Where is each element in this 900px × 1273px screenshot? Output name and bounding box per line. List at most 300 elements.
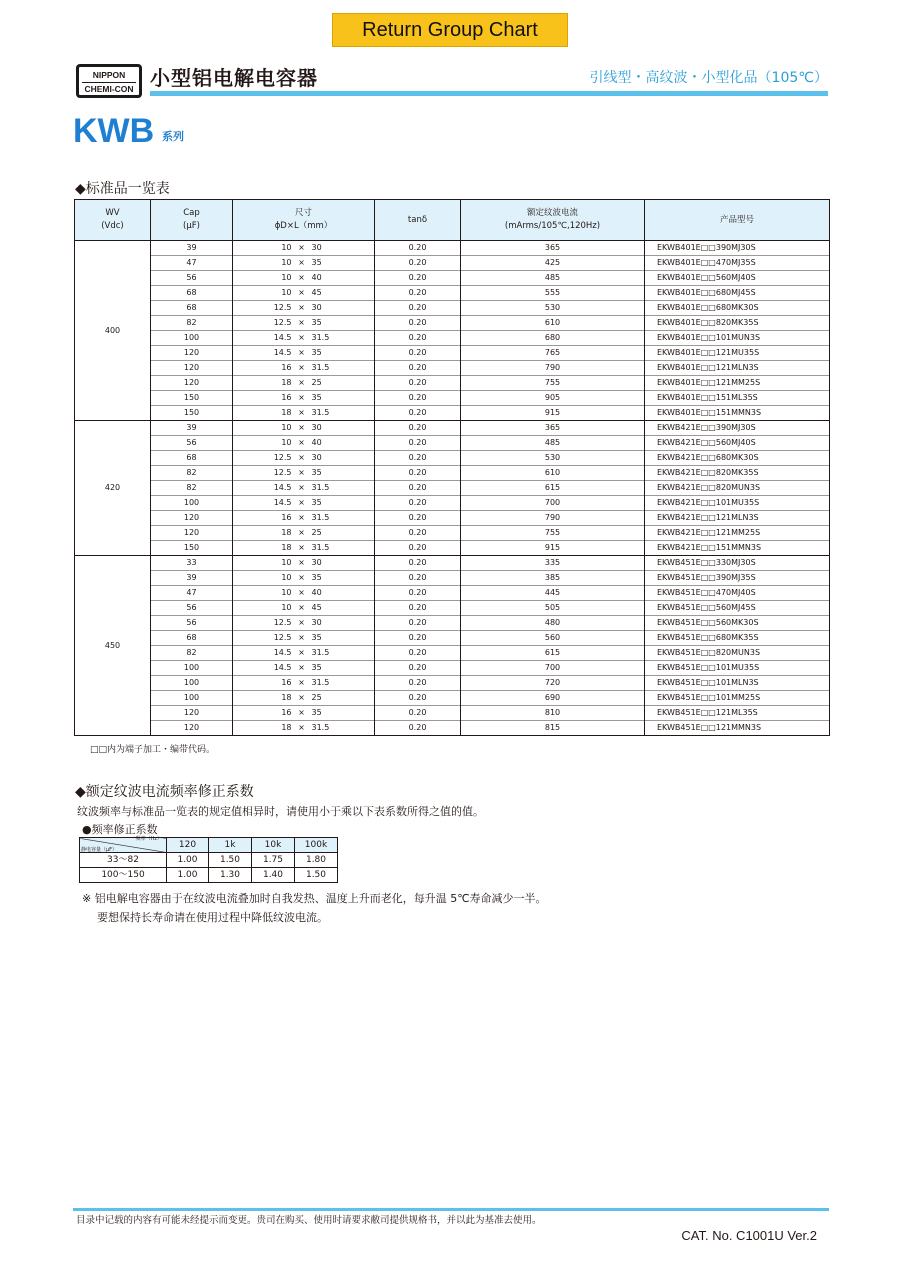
diameter-value: 12.5 [273,318,292,327]
table-row [75,706,830,721]
length-value: 35 [311,633,322,642]
freq-coefficient: 1.00 [167,868,209,883]
footer-disclaimer: 目录中记载的内容有可能未经提示而变更。贵司在购买、使用时请要求敝司提供规格书，并以此为基准去使用。 [76,1215,542,1226]
cap-cell: 39 [151,241,233,256]
times-sign: × [298,693,305,702]
times-sign: × [298,453,305,462]
tan-delta-cell: 0.20 [375,511,461,526]
freq-cap-range: 100～150 [80,868,167,883]
times-sign: × [298,318,305,327]
table-body [75,241,830,736]
times-sign: × [298,633,305,642]
part-number-cell: EKWB451E□□101MLN3S [645,676,830,691]
table-row [75,376,830,391]
freq-coefficient: 1.30 [209,868,252,883]
cap-cell: 100 [151,331,233,346]
ripple-current-cell: 790 [461,361,645,376]
length-value: 25 [311,378,322,387]
size-cell [233,406,375,421]
cap-cell: 150 [151,406,233,421]
cap-cell: 68 [151,286,233,301]
tan-delta-cell: 0.20 [375,481,461,496]
standard-list-heading: ◆标准品一览表 [75,181,170,197]
logo-line-1: NIPPON [82,69,136,83]
length-value: 35 [311,573,322,582]
ripple-current-cell: 720 [461,676,645,691]
length-value: 45 [311,288,322,297]
length-value: 31.5 [311,723,330,732]
ripple-current-cell: 335 [461,556,645,571]
ripple-current-cell: 615 [461,646,645,661]
part-number-cell: EKWB421E□□820MUN3S [645,481,830,496]
tan-delta-cell: 0.20 [375,451,461,466]
length-value: 35 [311,318,322,327]
freq-header: 10k [252,838,295,853]
part-number-cell: EKWB421E□□121MLN3S [645,511,830,526]
part-number-cell: EKWB421E□□151MMN3S [645,541,830,556]
times-sign: × [298,333,305,342]
cap-cell: 39 [151,571,233,586]
times-sign: × [298,243,305,252]
length-value: 35 [311,348,322,357]
part-number-cell: EKWB401E□□820MK35S [645,316,830,331]
ripple-current-cell: 530 [461,451,645,466]
ripple-current-cell: 690 [461,691,645,706]
cap-cell: 68 [151,301,233,316]
freq-coefficient: 1.40 [252,868,295,883]
diameter-value: 12.5 [273,303,292,312]
diameter-value: 18 [281,408,292,417]
cap-cell: 82 [151,466,233,481]
size-cell [233,331,375,346]
table-row [75,496,830,511]
part-number-cell: EKWB401E□□470MJ35S [645,256,830,271]
part-number-cell: EKWB451E□□330MJ30S [645,556,830,571]
table-header-row [75,200,830,241]
wv-cell: 400 [75,241,151,421]
table-row [75,601,830,616]
part-number-cell: EKWB421E□□121MM25S [645,526,830,541]
header-size: 尺寸 ϕD×L（mm） [233,200,375,241]
table-row [75,346,830,361]
diameter-value: 14.5 [273,333,292,342]
part-number-cell: EKWB401E□□151MMN3S [645,406,830,421]
ripple-current-cell: 755 [461,376,645,391]
diameter-value: 16 [281,678,292,687]
part-number-cell: EKWB451E□□121MMN3S [645,721,830,736]
header-part-number: 产品型号 [645,200,830,241]
diameter-value: 10 [281,438,292,447]
part-number-cell: EKWB421E□□560MJ40S [645,436,830,451]
table-row [75,436,830,451]
size-cell [233,466,375,481]
length-value: 35 [311,468,322,477]
length-value: 40 [311,588,322,597]
times-sign: × [298,393,305,402]
tan-delta-cell: 0.20 [375,721,461,736]
times-sign: × [298,438,305,447]
table-row [75,286,830,301]
tan-delta-cell: 0.20 [375,331,461,346]
cap-cell: 82 [151,481,233,496]
diameter-value: 10 [281,573,292,582]
page-subtitle: 引线型・高纹波・小型化品（105℃） [589,70,828,86]
ripple-current-cell: 445 [461,586,645,601]
size-cell [233,541,375,556]
logo-line-2: CHEMI-CON [84,84,134,94]
size-cell [233,556,375,571]
tan-delta-cell: 0.20 [375,691,461,706]
table-row [75,586,830,601]
tan-delta-cell: 0.20 [375,271,461,286]
wv-cell: 420 [75,421,151,556]
length-value: 31.5 [311,543,330,552]
table-row [75,631,830,646]
tan-delta-cell: 0.20 [375,376,461,391]
length-value: 31.5 [311,483,330,492]
cap-cell: 56 [151,601,233,616]
length-value: 30 [311,243,322,252]
cap-cell: 56 [151,436,233,451]
table-row [75,331,830,346]
table-row [75,616,830,631]
size-cell [233,631,375,646]
table-row [75,556,830,571]
length-value: 30 [311,618,322,627]
tan-delta-cell: 0.20 [375,406,461,421]
cap-cell: 120 [151,346,233,361]
size-cell [233,271,375,286]
size-cell [233,721,375,736]
length-value: 30 [311,558,322,567]
freq-header: 1k [209,838,252,853]
length-value: 25 [311,528,322,537]
tan-delta-cell: 0.20 [375,631,461,646]
table-row [75,541,830,556]
corner-capacitance-label: 静电容量（μF） [81,847,118,853]
times-sign: × [298,258,305,267]
ripple-current-cell: 615 [461,481,645,496]
tan-delta-cell: 0.20 [375,586,461,601]
tan-delta-cell: 0.20 [375,301,461,316]
diameter-value: 12.5 [273,453,292,462]
tan-delta-cell: 0.20 [375,346,461,361]
length-value: 30 [311,303,322,312]
tan-delta-cell: 0.20 [375,421,461,436]
part-number-cell: EKWB421E□□820MK35S [645,466,830,481]
freq-row [80,853,338,868]
size-cell [233,256,375,271]
tan-delta-cell: 0.20 [375,361,461,376]
table-row [75,691,830,706]
length-value: 45 [311,603,322,612]
cap-cell: 56 [151,616,233,631]
diameter-value: 18 [281,693,292,702]
ripple-current-cell: 810 [461,706,645,721]
times-sign: × [298,588,305,597]
part-number-cell: EKWB401E□□121MM25S [645,376,830,391]
size-cell [233,706,375,721]
diameter-value: 10 [281,603,292,612]
ripple-current-cell: 915 [461,406,645,421]
tan-delta-cell: 0.20 [375,676,461,691]
part-number-cell: EKWB421E□□101MU35S [645,496,830,511]
tan-delta-cell: 0.20 [375,391,461,406]
length-value: 35 [311,663,322,672]
length-value: 31.5 [311,333,330,342]
ripple-current-cell: 700 [461,496,645,511]
times-sign: × [298,708,305,717]
tan-delta-cell: 0.20 [375,286,461,301]
table-row [75,571,830,586]
ripple-current-cell: 680 [461,331,645,346]
header-divider [150,91,828,96]
cap-cell: 120 [151,721,233,736]
freq-row [80,868,338,883]
ripple-current-cell: 505 [461,601,645,616]
table-row [75,646,830,661]
table-row [75,466,830,481]
ripple-current-cell: 755 [461,526,645,541]
cap-cell: 47 [151,586,233,601]
freq-table-corner [80,838,167,853]
size-cell [233,361,375,376]
tan-delta-cell: 0.20 [375,526,461,541]
times-sign: × [298,603,305,612]
size-cell [233,316,375,331]
size-cell [233,511,375,526]
size-cell [233,301,375,316]
times-sign: × [298,408,305,417]
length-value: 30 [311,453,322,462]
table-row [75,361,830,376]
tan-delta-cell: 0.20 [375,556,461,571]
size-cell [233,391,375,406]
ripple-current-cell: 790 [461,511,645,526]
ripple-current-cell: 480 [461,616,645,631]
times-sign: × [298,423,305,432]
ripple-current-cell: 555 [461,286,645,301]
cap-cell: 120 [151,526,233,541]
table-row [75,271,830,286]
part-number-cell: EKWB401E□□680MK30S [645,301,830,316]
wv-cell: 450 [75,556,151,736]
size-cell [233,451,375,466]
tan-delta-cell: 0.20 [375,541,461,556]
size-cell [233,526,375,541]
length-value: 35 [311,498,322,507]
table-note: □□内为端子加工・编带代码。 [90,745,216,755]
catalog-number: CAT. No. C1001U Ver.2 [681,1228,817,1243]
length-value: 40 [311,438,322,447]
series-code: KWB [73,112,155,150]
table-row [75,316,830,331]
part-number-cell: EKWB401E□□121MLN3S [645,361,830,376]
ripple-current-cell: 610 [461,466,645,481]
table-row [75,661,830,676]
size-cell [233,676,375,691]
tan-delta-cell: 0.20 [375,436,461,451]
ripple-current-cell: 765 [461,346,645,361]
diameter-value: 18 [281,528,292,537]
part-number-cell: EKWB451E□□390MJ35S [645,571,830,586]
times-sign: × [298,513,305,522]
size-cell [233,646,375,661]
diameter-value: 16 [281,513,292,522]
diameter-value: 16 [281,708,292,717]
ripple-current-cell: 915 [461,541,645,556]
size-cell [233,691,375,706]
times-sign: × [298,378,305,387]
table-row [75,256,830,271]
part-number-cell: EKWB401E□□560MJ40S [645,271,830,286]
table-row [75,406,830,421]
tan-delta-cell: 0.20 [375,466,461,481]
part-number-cell: EKWB451E□□560MK30S [645,616,830,631]
freq-header-row [80,838,338,853]
ripple-current-cell: 610 [461,316,645,331]
ripple-current-cell: 700 [461,661,645,676]
diameter-value: 14.5 [273,348,292,357]
diameter-value: 18 [281,543,292,552]
cap-cell: 82 [151,316,233,331]
page-title: 小型铝电解电容器 [150,66,318,90]
diameter-value: 10 [281,288,292,297]
cap-cell: 56 [151,271,233,286]
times-sign: × [298,288,305,297]
diameter-value: 14.5 [273,483,292,492]
table-row [75,301,830,316]
times-sign: × [298,618,305,627]
freq-coefficient: 1.50 [209,853,252,868]
diameter-value: 10 [281,273,292,282]
tan-delta-cell: 0.20 [375,646,461,661]
size-cell [233,421,375,436]
size-cell [233,376,375,391]
part-number-cell: EKWB451E□□470MJ40S [645,586,830,601]
cap-cell: 150 [151,391,233,406]
frequency-table-title: ●频率修正系数 [82,823,158,836]
ripple-current-cell: 485 [461,436,645,451]
freq-coefficient: 1.75 [252,853,295,868]
frequency-correction-description: 纹波频率与标准品一览表的规定值相异时，请使用小于乘以下表系数所得之值的值。 [77,805,484,818]
nippon-chemi-con-logo [76,64,142,98]
tan-delta-cell: 0.20 [375,661,461,676]
size-cell [233,241,375,256]
cap-cell: 82 [151,646,233,661]
freq-header: 120 [167,838,209,853]
cap-cell: 120 [151,361,233,376]
return-group-chart-button[interactable]: Return Group Chart [332,13,568,47]
tan-delta-cell: 0.20 [375,316,461,331]
times-sign: × [298,648,305,657]
diameter-value: 10 [281,243,292,252]
table-row [75,451,830,466]
times-sign: × [298,558,305,567]
times-sign: × [298,483,305,492]
tan-delta-cell: 0.20 [375,601,461,616]
part-number-cell: EKWB401E□□101MUN3S [645,331,830,346]
times-sign: × [298,348,305,357]
cap-cell: 33 [151,556,233,571]
length-value: 31.5 [311,408,330,417]
table-row [75,481,830,496]
times-sign: × [298,723,305,732]
header-wv: WV (Vdc) [75,200,151,241]
length-value: 35 [311,393,322,402]
table-row [75,241,830,256]
times-sign: × [298,273,305,282]
diameter-value: 10 [281,423,292,432]
table-row [75,721,830,736]
diameter-value: 12.5 [273,468,292,477]
diameter-value: 12.5 [273,633,292,642]
table-row [75,526,830,541]
part-number-cell: EKWB401E□□121MU35S [645,346,830,361]
ripple-current-cell: 485 [461,271,645,286]
diameter-value: 16 [281,393,292,402]
cap-cell: 47 [151,256,233,271]
freq-coefficient: 1.80 [295,853,338,868]
times-sign: × [298,498,305,507]
size-cell [233,661,375,676]
ripple-current-cell: 530 [461,301,645,316]
times-sign: × [298,468,305,477]
cap-cell: 100 [151,661,233,676]
diameter-value: 18 [281,723,292,732]
tan-delta-cell: 0.20 [375,496,461,511]
length-value: 25 [311,693,322,702]
times-sign: × [298,573,305,582]
diameter-value: 14.5 [273,648,292,657]
cap-cell: 100 [151,496,233,511]
ripple-current-cell: 365 [461,421,645,436]
header-cap: Cap (μF) [151,200,233,241]
table-row [75,676,830,691]
length-value: 31.5 [311,648,330,657]
cap-cell: 100 [151,691,233,706]
table-row [75,421,830,436]
part-number-cell: EKWB451E□□560MJ45S [645,601,830,616]
length-value: 31.5 [311,363,330,372]
times-sign: × [298,363,305,372]
part-number-cell: EKWB421E□□680MK30S [645,451,830,466]
length-value: 31.5 [311,678,330,687]
freq-cap-range: 33～82 [80,853,167,868]
diameter-value: 10 [281,258,292,267]
frequency-correction-heading: ◆额定纹波电流频率修正系数 [75,784,254,800]
length-value: 35 [311,708,322,717]
size-cell [233,481,375,496]
lifetime-note-continued: 要想保持长寿命请在使用过程中降低纹波电流。 [97,911,328,924]
ripple-current-cell: 560 [461,631,645,646]
size-cell [233,496,375,511]
length-value: 30 [311,423,322,432]
length-value: 35 [311,258,322,267]
table-row [75,391,830,406]
diameter-value: 12.5 [273,618,292,627]
ripple-current-cell: 815 [461,721,645,736]
cap-cell: 120 [151,376,233,391]
freq-coefficient: 1.50 [295,868,338,883]
times-sign: × [298,663,305,672]
diameter-value: 18 [281,378,292,387]
part-number-cell: EKWB401E□□151ML35S [645,391,830,406]
freq-header: 100k [295,838,338,853]
footer-divider [73,1208,829,1211]
size-cell [233,286,375,301]
ripple-current-cell: 905 [461,391,645,406]
